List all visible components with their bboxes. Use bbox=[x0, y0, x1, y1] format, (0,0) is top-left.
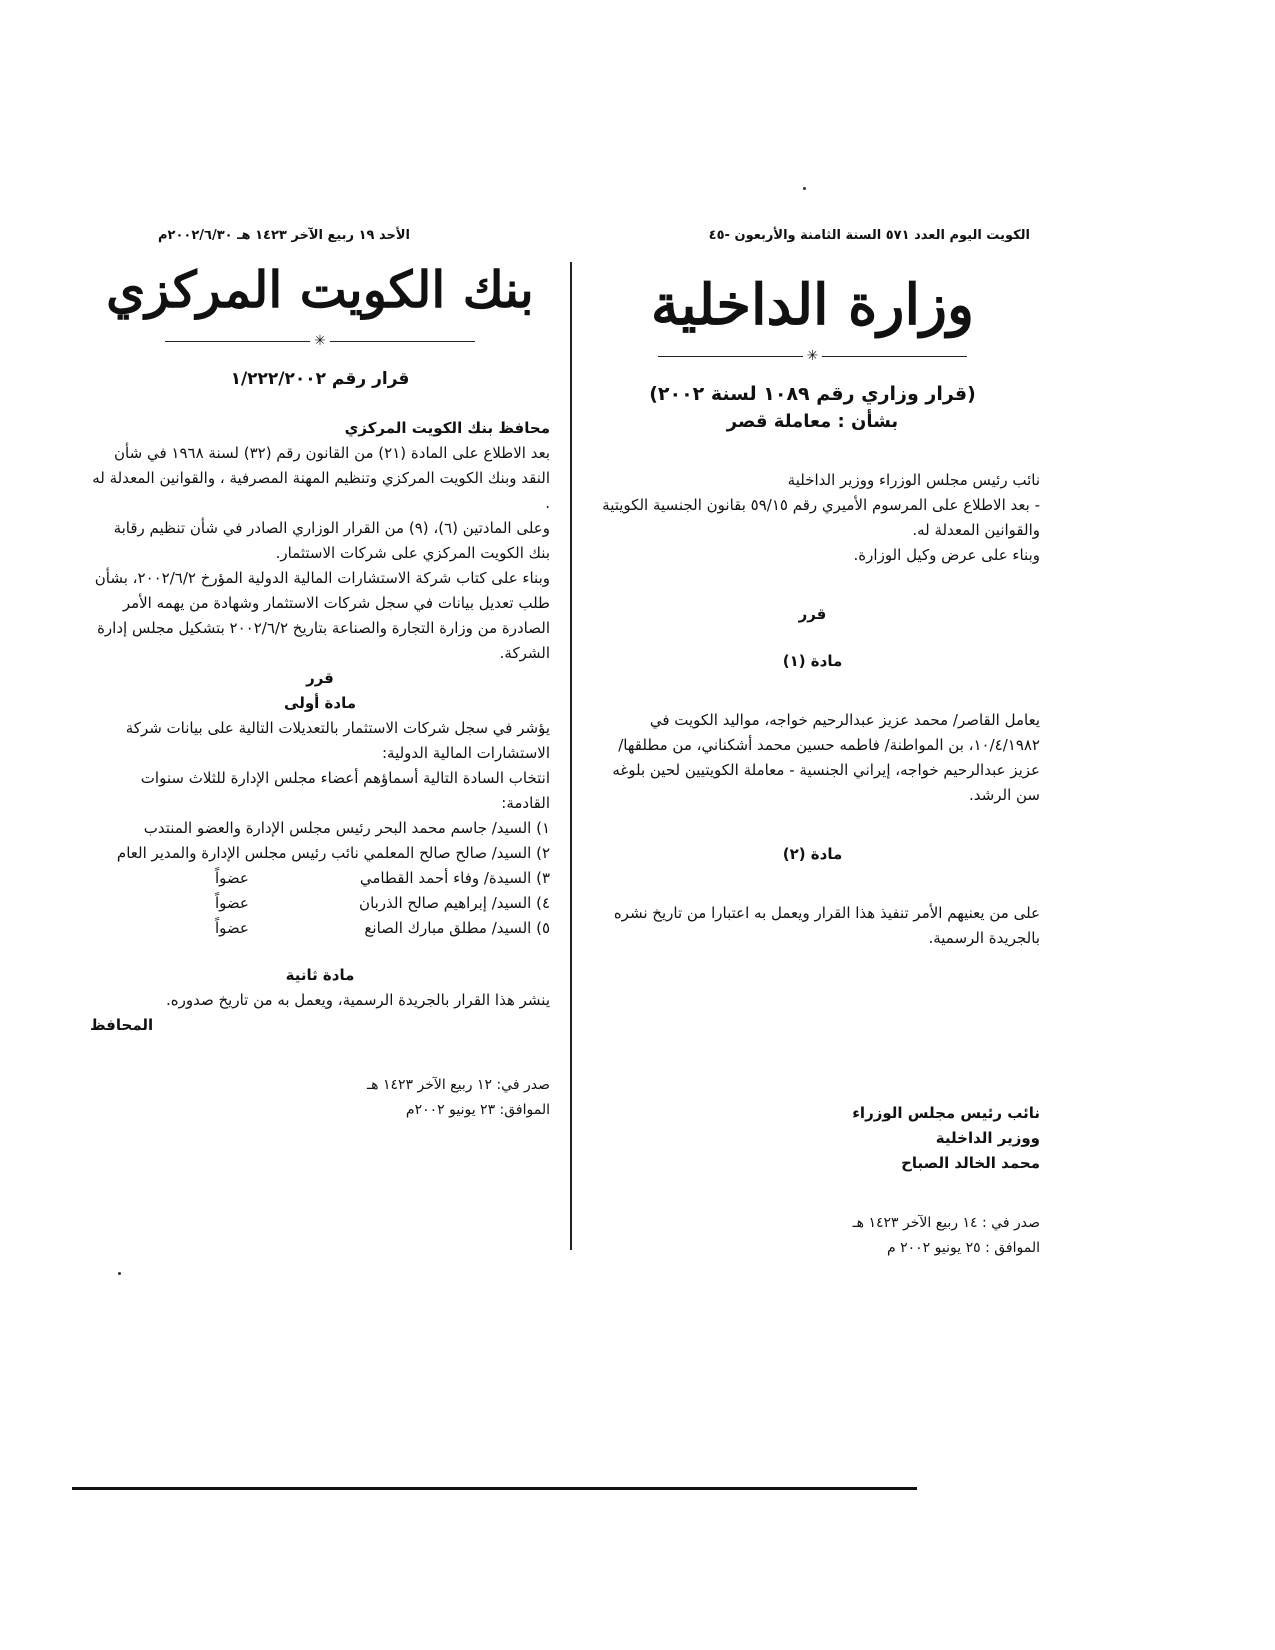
interior-column bbox=[585, 270, 1040, 1261]
signature-line: ووزير الداخلية bbox=[935, 1129, 1040, 1147]
preamble-paragraph: بعد الاطلاع على المادة (٢١) من القانون رقم (٣٢) لسنة ١٩٦٨ في شأن النقد وبنك الكويت المركزي وتنظيم المهنة المصرفية ، والقوانين المعدلة له . bbox=[92, 444, 550, 512]
ornament-star-icon: ✳ bbox=[806, 348, 819, 364]
page-header-right: الكويت اليوم العدد ٥٧١ السنة الثامنة والأربعون -٤٥ bbox=[708, 228, 1030, 243]
decided-heading: قرر bbox=[306, 669, 334, 687]
member-name: ٥) السيد/ مطلق مبارك الصانع bbox=[364, 919, 550, 937]
decided-heading: قرر bbox=[798, 605, 827, 623]
preamble-paragraph: وعلى المادتين (٦)، (٩) من القرار الوزاري الصادر في شأن تنظيم رقابة بنك الكويت المركزي على شركات الاستثمار. bbox=[113, 519, 550, 562]
member-role: عضواً bbox=[215, 919, 249, 937]
ornament-star-icon: ✳ bbox=[314, 333, 326, 349]
article-1-text: يؤشر في سجل شركات الاستثمار بالتعديلات التالية على بيانات شركة الاستشارات المالية الدولية: bbox=[125, 719, 550, 762]
signature-block bbox=[770, 1101, 1040, 1176]
member-row bbox=[215, 891, 550, 916]
member-name: ٣) السيدة/ وفاء أحمد القطامي bbox=[359, 869, 550, 887]
article-1-heading: مادة (١) bbox=[782, 652, 843, 670]
preamble-line: - بعد الاطلاع على المرسوم الأميري رقم ٥٩/١٥ بقانون الجنسية الكويتية والقوانين المعدلة له. bbox=[602, 496, 1040, 539]
signature-line: محمد الخالد الصباح bbox=[901, 1154, 1040, 1172]
bottom-rule bbox=[72, 1487, 917, 1490]
central-bank-column bbox=[90, 255, 550, 1123]
member-row bbox=[215, 916, 550, 941]
article-2-text: على من يعنيهم الأمر تنفيذ هذا القرار ويعمل به اعتبارا من تاريخ نشره بالجريدة الرسمية. bbox=[613, 904, 1040, 947]
preamble-line: وبناء على عرض وكيل الوزارة. bbox=[853, 546, 1040, 564]
member-role: عضواً bbox=[215, 894, 249, 912]
decision-title: قرار رقم ١/٢٢٢/٢٠٠٢ bbox=[230, 369, 410, 389]
title-ornament bbox=[585, 344, 1040, 369]
member-role: عضواً bbox=[215, 869, 249, 887]
scan-speck bbox=[803, 187, 806, 190]
scan-speck bbox=[118, 1272, 121, 1275]
issue-date: صدر في : ١٤ ربيع الآخر ١٤٢٣ هـ bbox=[852, 1215, 1040, 1231]
governor-signature: المحافظ bbox=[90, 1016, 154, 1034]
member-name: ٤) السيد/ إبراهيم صالح الذربان bbox=[359, 894, 550, 912]
member-row bbox=[215, 866, 550, 891]
article-2-text: ينشر هذا القرار بالجريدة الرسمية، ويعمل به من تاريخ صدوره. bbox=[165, 991, 550, 1009]
ministry-title: وزارة الداخلية bbox=[650, 272, 975, 338]
bank-title: بنك الكويت المركزي bbox=[106, 260, 534, 319]
election-text: انتخاب السادة التالية أسماؤهم أعضاء مجلس الإدارة للثلاث سنوات القادمة: bbox=[140, 769, 550, 812]
title-ornament bbox=[90, 329, 550, 354]
article-1-text: يعامل القاصر/ محمد عزيز عبدالرحيم خواجه، مواليد الكويت في ١٠/٤/١٩٨٢، بن المواطنة/ فاطمه حسين محمد أشكناني، من مطلقها/ عزيز عبدالرحيم خواجه، إيراني الجنسية - معاملة الكويتيين لحين بلوغه سن الرشد. bbox=[612, 711, 1040, 804]
member-line: ٢) السيد/ صالح صالح المعلمي نائب رئيس مجلس الإدارة والمدير العام bbox=[116, 844, 550, 862]
article-1-heading: مادة أولى bbox=[284, 694, 356, 712]
decision-title: (قرار وزاري رقم ١٠٨٩ لسنة ٢٠٠٢) bbox=[649, 383, 976, 405]
issue-date: صدر في: ١٢ ربيع الآخر ١٤٢٣ هـ bbox=[367, 1077, 550, 1093]
article-2-heading: مادة (٢) bbox=[782, 845, 843, 863]
signature-line: نائب رئيس مجلس الوزراء bbox=[852, 1104, 1040, 1122]
corresponding-date: الموافق : ٢٥ يونيو ٢٠٠٢ م bbox=[887, 1240, 1040, 1256]
decision-subject: بشأن : معاملة قصر bbox=[726, 411, 899, 432]
preamble-line: نائب رئيس مجلس الوزراء ووزير الداخلية bbox=[787, 471, 1040, 489]
governor-heading: محافظ بنك الكويت المركزي bbox=[344, 419, 550, 437]
column-divider bbox=[570, 262, 572, 1250]
corresponding-date: الموافق: ٢٣ يونيو ٢٠٠٢م bbox=[405, 1102, 550, 1118]
page-header-left: الأحد ١٩ ربيع الآخر ١٤٢٣ هـ ٢٠٠٢/٦/٣٠م bbox=[158, 228, 410, 243]
member-line: ١) السيد/ جاسم محمد البحر رئيس مجلس الإدارة والعضو المنتدب bbox=[143, 819, 550, 837]
article-2-heading: مادة ثانية bbox=[285, 966, 355, 984]
preamble-paragraph: وبناء على كتاب شركة الاستشارات المالية الدولية المؤرخ ٢٠٠٢/٦/٢، بشأن طلب تعديل بيانات في سجل شركات الاستثمار وشهادة من يهمه الأمر الصادرة من وزارة التجارة والصناعة بتاريخ ٢٠٠٢/٦/٢ بتشكيل مجلس إدارة الشركة. bbox=[94, 569, 550, 662]
